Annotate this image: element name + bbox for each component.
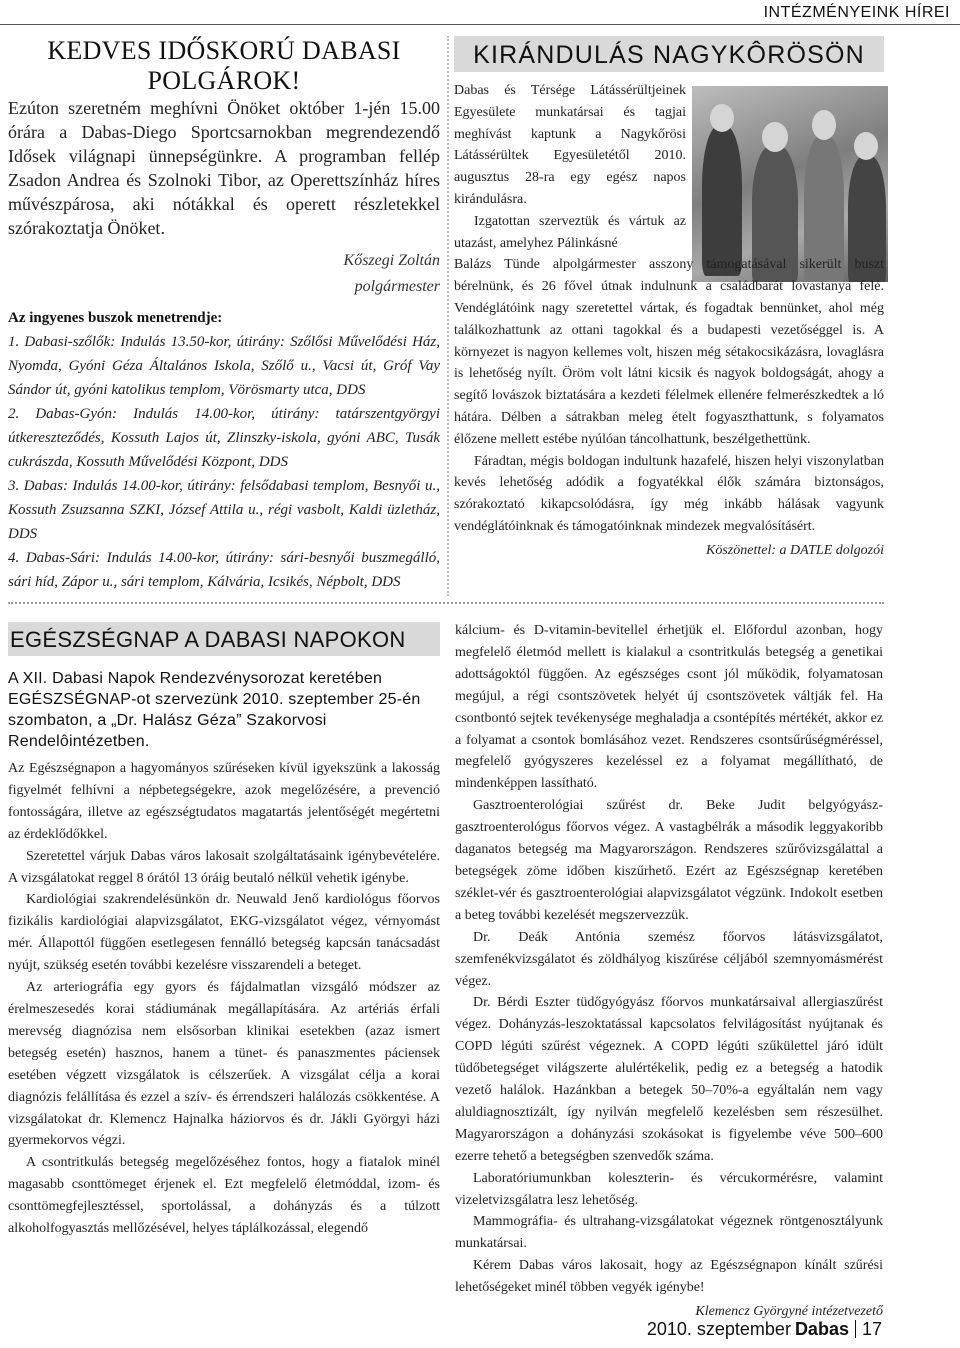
bus-route-2: 2. Dabas-Gyón: Indulás 14.00-kor, útirány: tatárszentgyörgyi útkereszteződés, Kossuth Lajos út, Zlinszky-iskola, gyóni ABC, Tusák cukrászda, Kossuth Művelődési Központ, DDS (8, 406, 440, 470)
excursion-body (454, 80, 884, 562)
health-paragraph: kálcium- és D-vitamin-bevitellel érhetjük el. Előfordul azonban, hogy megfelelő életmód mellett is kialakul a csontritkulás betegség a genetikai adottságoktól függően. Az egészséges csont jól működik, folyamatosan megújul, a régi csontszövetek helyét új csontszövetek váltják fel. Ha csontbontó sejtek tevékenysége meghaladja a csontépítés mértékét, akkor ez a folyamat a csontok bomlásához vezet. Rendszeres csontsűrűségméréssel, megfelelő gyógyszeres kezeléssel ez a folyamat megállítható, de mindenképpen lassítható. (455, 623, 883, 792)
excursion-title: KIRÁNDULÁS NAGYKÔRÖSÖN (454, 36, 884, 72)
page-number: 17 (861, 1319, 882, 1339)
bus-schedule-heading: Az ingyenes buszok menetrendje: (8, 310, 223, 326)
health-paragraph: Az Egészségnapon a hagyományos szűréseken kívül igyekszünk a lakosság figyelmét felhívni a népbetegségekre, azok megelőzésére, a prevenció fontosságára, illetve az egészségtudatos magatartás jelentőségét megértetni az érdeklődőkkel. (8, 761, 440, 842)
health-paragraph: Mammográfia- és ultrahang-vizsgálatokat végeznek röntgenosztályunk munkatársai. (455, 1214, 883, 1252)
excursion-paragraph-1: Dabas és Térsége Látássérültjeinek Egyesülete munkatársai és tagjai meghívást kaptunk a Nagykőrösi Látássérültek Egyesületétől 2010. augusztus 28-ra egy egész napos kirándulásra. (454, 83, 686, 207)
health-day-lead: A XII. Dabasi Napok Rendezvénysorozat keretében EGÉSZSÉGNAP-ot szervezünk 2010. szeptember 25-én szombaton, a „Dr. Halász Géza” Szakorvosi Rendelôintézetben. (8, 670, 421, 750)
health-paragraph: Laboratóriumunkban koleszterin- és vércukormérésre, valamint vizeletvizsgálatra lesz lehetőség. (455, 1170, 883, 1208)
health-paragraph: Kardiológiai szakrendelésünkön dr. Neuwald Jenő kardiológus főorvos fizikális kardiológiai alapvizsgálatot, EKG-vizsgálatot végez, vérnyomást mér. Állapottól függően esetlegesen fennálló betegség kapcsán tanácsadást nyújt, szükség esetén további kezelésre visszarendeli a beteget. (8, 892, 440, 974)
section-divider (8, 602, 884, 604)
signature (8, 248, 440, 300)
header-rule (0, 24, 960, 25)
notice-title-line1: KEDVES IDŐSKORÚ DABASI (47, 36, 401, 65)
notice-title-line2: POLGÁROK! (147, 66, 301, 95)
health-day-body-left (8, 758, 440, 1240)
signature-title: polgármester (354, 278, 440, 295)
bus-route-4: 4. Dabas-Sári: Indulás 14.00-kor, útirány: sári-besnyői buszmegálló, sári híd, Zápor u., sári templom, Kálvária, Icsikés, Népbolt, DDS (8, 550, 440, 590)
bus-route-3: 3. Dabas: Indulás 14.00-kor, útirány: felsődabasi templom, Besnyői u., Kossuth Zsuzsanna SZKI, József Attila u., régi vasbolt, Kaldi üzletház, DDS (8, 478, 440, 542)
health-paragraph: A csontritkulás betegség megelőzéséhez fontos, hogy a fiatalok minél magasabb csonttömeget érjenek el. Ezt megfelelő életmóddal, izom- és csonttömegfejlesztéssel, sportolással, a dohányzás és a túlzott alkoholfogyasztás mellőzésével, helyes táplálkozással, elegendő (8, 1155, 440, 1237)
footer-date: 2010. szeptember (646, 1319, 791, 1339)
health-paragraph: Dr. Bérdi Eszter tüdőgyógyász főorvos munkatársaival allergiaszűrést végez. Dohányzás-leszoktatással kapcsolatos felvilágosítást nyújtanak és COPD légúti szűrést végeznek. A COPD légúti szűkülettel járó idült tüdőbetegséget világszerte alulértékelik, pedig ez a betegség a hatodik vezető halálok. Hazánkban a betegek 50–70%-a egyáltalán nem vagy aluldiagnosztizált, így nyilván megfelelő kezelésben sem részesülhet. Magyarországon a dohányzási szokásokat is figyelembe véve 500–600 ezerre tehető a betegségben szenvedők száma. (455, 995, 883, 1164)
excursion-article (454, 36, 884, 562)
notice-text: Ezúton szeretném meghívni Önöket október 1-jén 15.00 órára a Dabas-Diego Sportcsarnokban megrendezendő Idősek világnapi ünnepségünkre. A programban fellép Zsadon Andrea és Szolnoki Tibor, az Operettszínház híres művészpárosa, aki nótákkal és operett részletekkel szórakoztatja Önöket. (8, 98, 440, 238)
invitation-notice (8, 36, 440, 594)
page-footer (647, 1319, 882, 1340)
health-paragraph: Dr. Deák Antónia szemész főorvos látásvizsgálatot, szemfenékvizsgálatot és zöldhályog kiszűrése céljából szemnyomásmérést végez. (455, 929, 883, 989)
health-day-article (8, 622, 440, 1240)
health-day-title: EGÉSZSÉGNAP A DABASI NAPOKON (8, 622, 440, 656)
column-divider (447, 36, 449, 596)
health-paragraph: Az arteriográfia egy gyors és fájdalmatlan vizsgáló módszer az érelmeszesedés korai stádiumának megállapítására. Az artériás érfali merevség diagnózisa nem elsősorban klinikai esetekben (azaz ismert betegség esetén) hasznos, hanem a tünet- és panaszmentes páciensek esetében végzett vizsgálatok is célszerűek. A vizsgálat célja a korai diagnózis felállítása és ezzel a szív- és érrendszeri halálozás csökkentése. A vizsgálatokat dr. Klemencz Hajnalka háziorvos és dr. Jákli Györgyi házi gyermekorvos végzi. (8, 980, 440, 1149)
excursion-paragraph-3: Fáradtan, mégis boldogan indultunk hazafelé, hiszen helyi viszonylatban kevés lehetőség adódik a fogyatékkal élők számára biztonságos, szórakoztató kikapcsolódásra, így még inkább hálásak vagyunk vendéglátóinknak és támogatóinknak mindezek megvalósításért. (454, 453, 884, 534)
health-paragraph: Kérem Dabas város lakosait, hogy az Egészségnapon kínált szűrési lehetőségeket minél többen vegyék igénybe! (455, 1258, 883, 1296)
excursion-paragraph-2-start: Izgatottan szerveztük és vártuk az utazást, amelyhez Pálinkásné (454, 213, 686, 251)
excursion-thanks: Köszönettel: a DATLE dolgozói (706, 542, 884, 558)
health-paragraph: Szeretettel várjuk Dabas város lakosait szolgáltatásaink igénybevételére. A vizsgálatokat reggel 8 órától 13 óráig beutaló nélkül vehetik igénybe. (8, 848, 440, 886)
signature-name: Kőszegi Zoltán (343, 252, 440, 269)
bus-route-1: 1. Dabasi-szőlők: Indulás 13.50-kor, útirány: Szőlősi Művelődési Ház, Nyomda, Gyóni Géza Általános Iskola, Szőlő u., Vacsi út, Gróf Vay Sándor út, gyóni katolikus templom, Vörösmarty utca, DDS (8, 334, 440, 398)
section-label: INTÉZMÉNYEINK HÍREI (763, 4, 950, 21)
excursion-paragraph-2-rest: Balázs Tünde alpolgármester asszony támogatásával sikerült buszt bérelnünk, és 26 fővel útnak indulnunk a családbarát lovastanya felé. Vendéglátóink nagy szeretettel vártak, és fogadtak bennünket, ahol még találkozhattunk az ottani tagokkal és a budapesti vezetőséggel is. A környezet is nagyon kellemes volt, hiszen még sétakocsikázásra, lovaglásra is lehetőség nyílt. Öröm volt látni kicsik és nagyok boldogságát, ahogy a segítő lovászok biztatására a kezdeti félelmek ellenére felmerészkedtek a ló hátára. Délben a sátrakban meleg ételt fogyaszthattunk, s folyamatos élőzene mellett estébe nyúlóan táncolhattunk, beszélgethettünk. (454, 257, 884, 447)
health-author: Klemencz Györgyné intézetvezető (695, 1304, 883, 1320)
health-day-body-right (455, 620, 883, 1323)
footer-separator (855, 1320, 856, 1338)
health-paragraph: Gasztroenterológiai szűrést dr. Beke Judit belgyógyász-gasztroenterológus főorvos végez. A vastagbélrák a második leggyakoribb daganatos betegség ma Magyarországon. Rendszeres szűrővizsgálattal a betegségek zöme időben kiszűrhető. Ezért az Egészségnap keretében széklet-vér és gasztroenterológiai alapvizsgálatot végzünk. Indokolt esetben a beteg további kezelését megszervezzük. (455, 798, 883, 923)
footer-magazine: Dabas (794, 1319, 849, 1339)
